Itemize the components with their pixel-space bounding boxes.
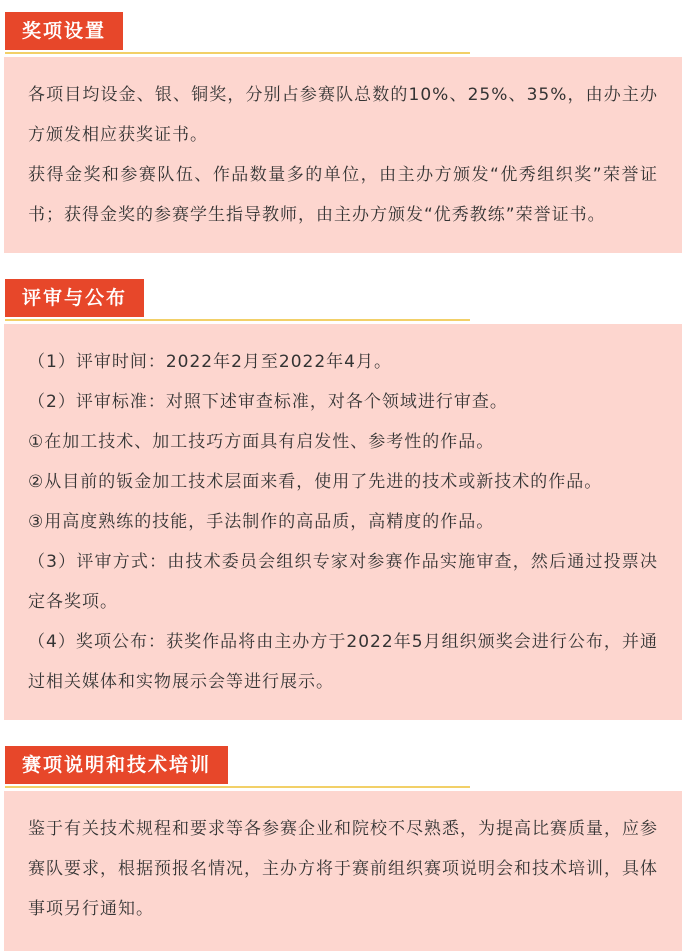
section-title: 评审与公布 (22, 287, 128, 309)
section-review-announcement (0, 279, 688, 720)
paragraph: ②从目前的钣金加工技术层面来看，使用了先进的技术或新技术的作品。 (28, 472, 603, 492)
paragraph: 鉴于有关技术规程和要求等各参赛企业和院校不尽熟悉，为提高比赛质量，应参赛队要求，根据预报名情况，主办方将于赛前组织赛项说明会和技术培训，具体事项另行通知。 (28, 819, 658, 919)
section-title-badge (5, 279, 144, 317)
section-panel (4, 324, 682, 720)
section-title: 赛项说明和技术培训 (22, 754, 212, 776)
paragraph: 各项目均设金、银、铜奖，分别占参赛队总数的10%、25%、35%，由办主办方颁发相应获奖证书。 (28, 85, 658, 145)
gold-underline (5, 52, 470, 54)
paragraph: （4）奖项公布：获奖作品将由主办方于2022年5月组织颁奖会进行公布，并通过相关媒体和实物展示会等进行展示。 (28, 632, 658, 692)
section-title: 奖项设置 (22, 20, 107, 42)
section-panel (4, 791, 682, 951)
section-award-setup (0, 12, 688, 253)
paragraph: 获得金奖和参赛队伍、作品数量多的单位，由主办方颁发“优秀组织奖”荣誉证书；获得金奖的参赛学生指导教师，由主办方颁发“优秀教练”荣誉证书。 (28, 165, 658, 225)
section-title-badge (5, 746, 228, 784)
paragraph: （1）评审时间：2022年2月至2022年4月。 (28, 352, 392, 372)
gold-underline (5, 319, 470, 321)
section-panel (4, 57, 682, 253)
paragraph: ①在加工技术、加工技巧方面具有启发性、参考性的作品。 (28, 432, 495, 452)
section-title-badge (5, 12, 123, 50)
gold-underline (5, 786, 470, 788)
paragraph: （3）评审方式：由技术委员会组织专家对参赛作品实施审查，然后通过投票决定各奖项。 (28, 552, 658, 612)
paragraph: （2）评审标准：对照下述审查标准，对各个领域进行审查。 (28, 392, 508, 412)
section-competition-training (0, 746, 688, 951)
paragraph: ③用高度熟练的技能，手法制作的高品质，高精度的作品。 (28, 512, 495, 532)
